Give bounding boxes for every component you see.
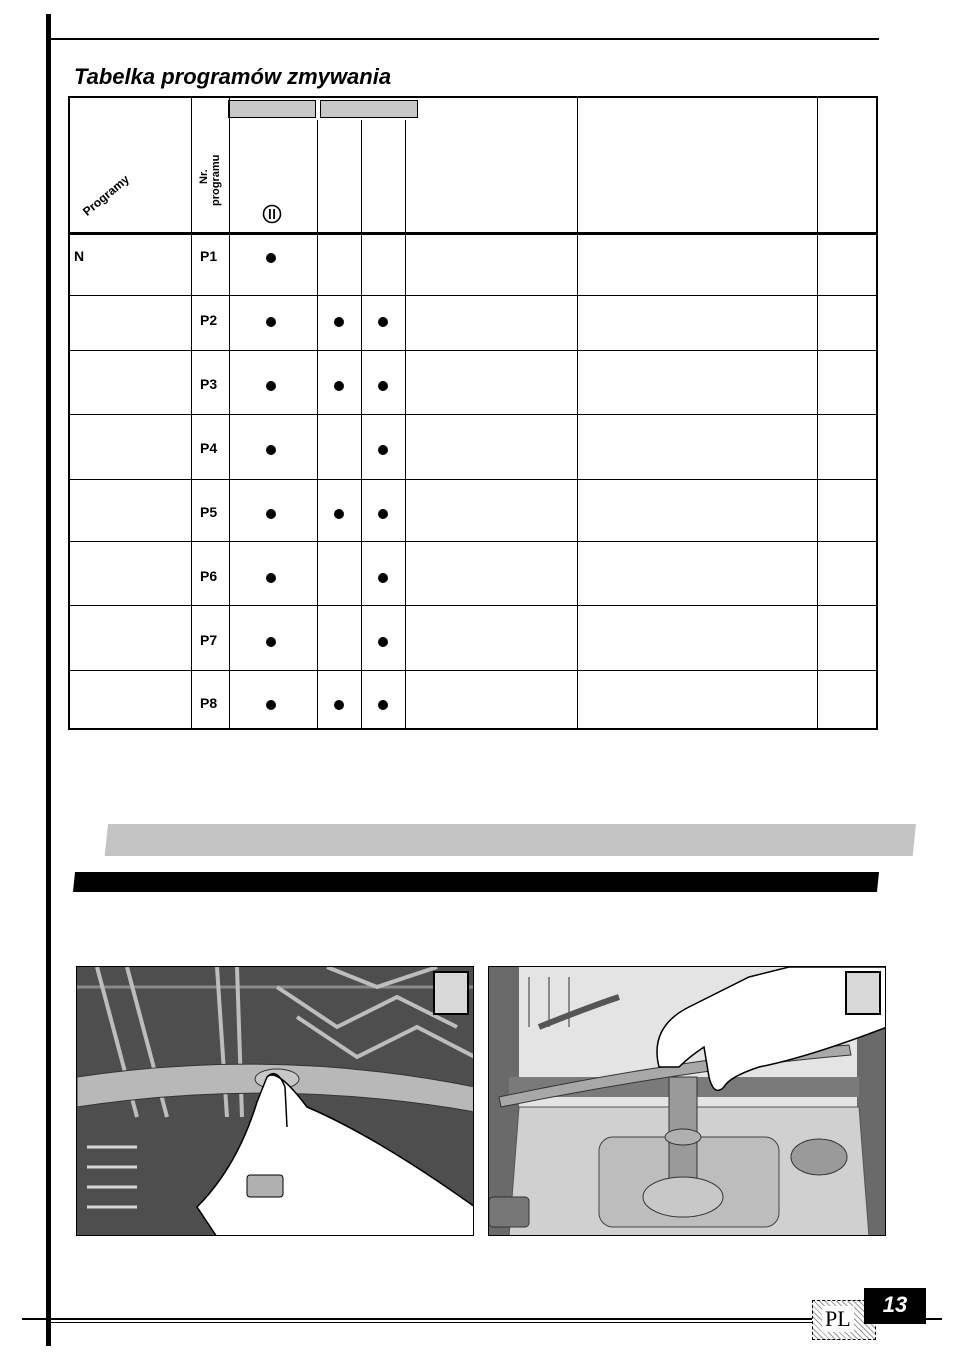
option-dot-P4-col3 [378,445,388,455]
row-line-4 [70,479,876,480]
bottom-rule-secondary [51,1322,871,1323]
option-dot-P5-col3 [378,509,388,519]
figure-label-box-2 [845,971,881,1015]
col-divider-3 [317,120,318,728]
option-dot-P8-col2 [334,700,344,710]
option-dot-P2-col3 [378,317,388,327]
page-number: 13 [882,1292,908,1317]
option-dot-P8-col3 [378,700,388,710]
option-dot-P4-col1 [266,445,276,455]
row-1-number: P1 [200,248,218,264]
row-line-3 [70,414,876,415]
option-dot-P5-col2 [334,509,344,519]
row-line-2 [70,350,876,351]
option-dot-P1-col1 [266,253,276,263]
top-rule [51,38,879,40]
row-2-number: P2 [200,312,218,328]
col-divider-2 [229,98,230,728]
page-title: Tabelka programów zmywania [74,64,392,89]
upper-spray-arm-illustration [76,966,474,1236]
row-7-number: P7 [200,632,218,648]
row-5-number: P5 [200,504,218,520]
power-icon [262,204,282,224]
row-4-number: P4 [200,440,218,456]
lower-spray-arm-illustration [488,966,886,1236]
header-bar-2 [320,100,418,118]
programs-header-label: Programy [80,171,132,219]
option-dot-P5-col1 [266,509,276,519]
section-gray-band [105,824,916,856]
row-8-number: P8 [200,695,218,711]
figure-label-box-1 [433,971,469,1015]
number-header-label-2: programu [210,154,222,206]
col-divider-1 [191,98,192,728]
header-bottom-line [70,232,876,235]
option-dot-P3-col1 [266,381,276,391]
row-line-7 [70,670,876,671]
header-bar-1 [228,100,316,118]
option-dot-P7-col1 [266,637,276,647]
option-dot-P8-col1 [266,700,276,710]
option-dot-P2-col1 [266,317,276,327]
number-header-label-1: Nr. [198,169,210,184]
language-label: PL [822,1306,854,1332]
col-divider-4 [361,120,362,728]
col-divider-5 [405,120,406,728]
option-dot-P7-col3 [378,637,388,647]
row-line-5 [70,541,876,542]
option-dot-P3-col3 [378,381,388,391]
section-black-band [73,872,879,892]
bottom-rule [22,1318,942,1320]
row-line-6 [70,605,876,606]
left-margin-rule [46,14,51,1346]
program-table [68,96,878,730]
option-dot-P6-col3 [378,573,388,583]
col-divider-7 [817,98,818,728]
row-1-name: N [74,248,85,264]
row-6-number: P6 [200,568,218,584]
col-divider-6 [577,98,578,728]
row-line-1 [70,295,876,296]
hand-lifting-spray-arm-icon [489,967,886,1236]
row-3-number: P3 [200,376,218,392]
option-dot-P2-col2 [334,317,344,327]
option-dot-P3-col2 [334,381,344,391]
hand-removing-spray-arm-icon [77,967,474,1236]
option-dot-P6-col1 [266,573,276,583]
